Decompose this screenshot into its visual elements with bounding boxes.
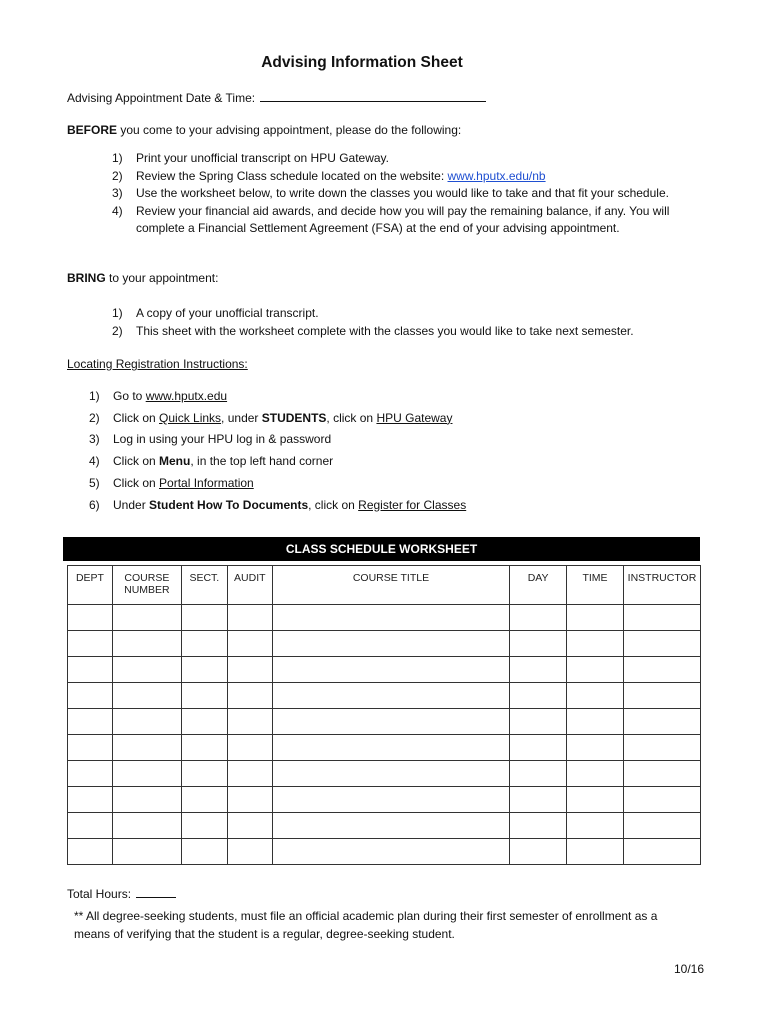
total-hours-blank[interactable] bbox=[136, 886, 176, 898]
appointment-line bbox=[67, 90, 486, 107]
worksheet-cell[interactable] bbox=[623, 813, 700, 839]
worksheet-cell[interactable] bbox=[510, 813, 567, 839]
students-label: STUDENTS bbox=[261, 410, 327, 425]
worksheet-cell[interactable] bbox=[272, 735, 509, 761]
list-item bbox=[89, 495, 689, 517]
col-time: TIME bbox=[567, 566, 624, 605]
col-day: DAY bbox=[510, 566, 567, 605]
worksheet-cell[interactable] bbox=[567, 787, 624, 813]
table-row bbox=[68, 605, 701, 631]
item-number: 6) bbox=[89, 497, 100, 512]
worksheet-cell[interactable] bbox=[227, 709, 272, 735]
col-sect: SECT. bbox=[181, 566, 227, 605]
item-text: , in the top left hand corner bbox=[190, 454, 334, 469]
table-row bbox=[68, 813, 701, 839]
page-code: 10/16 bbox=[673, 962, 704, 976]
item-text: Under bbox=[113, 497, 150, 512]
item-number: 5) bbox=[89, 475, 100, 490]
worksheet-cell[interactable] bbox=[68, 761, 113, 787]
list-item bbox=[89, 386, 689, 408]
worksheet-cell[interactable] bbox=[112, 631, 181, 657]
worksheet-cell[interactable] bbox=[112, 735, 181, 761]
menu-label: Menu bbox=[159, 454, 191, 469]
worksheet-cell[interactable] bbox=[623, 839, 700, 865]
worksheet-cell[interactable] bbox=[272, 761, 509, 787]
register-classes-link[interactable]: Register for Classes bbox=[358, 497, 467, 512]
worksheet-cell[interactable] bbox=[510, 605, 567, 631]
item-number: 2) bbox=[112, 323, 123, 338]
col-course-title: COURSE TITLE bbox=[272, 566, 509, 605]
quick-links-link[interactable]: Quick Links bbox=[159, 410, 222, 425]
item-text: Review the Spring Class schedule located on the website: bbox=[136, 168, 448, 183]
item-text: Use the worksheet below, to write down the classes you would like to take and that fit your schedule. bbox=[136, 186, 669, 200]
worksheet-cell[interactable] bbox=[227, 605, 272, 631]
worksheet-cell[interactable] bbox=[567, 683, 624, 709]
worksheet-cell[interactable] bbox=[112, 813, 181, 839]
item-number: 1) bbox=[89, 389, 100, 403]
worksheet-cell[interactable] bbox=[181, 735, 227, 761]
worksheet-cell[interactable] bbox=[68, 813, 113, 839]
worksheet-cell[interactable] bbox=[567, 631, 624, 657]
worksheet-cell[interactable] bbox=[227, 631, 272, 657]
worksheet-cell[interactable] bbox=[181, 709, 227, 735]
before-lead: BEFORE bbox=[67, 123, 118, 137]
worksheet-cell[interactable] bbox=[112, 709, 181, 735]
table-row bbox=[68, 683, 701, 709]
worksheet-header-row bbox=[68, 566, 701, 605]
item-text: Click on bbox=[113, 410, 160, 425]
table-row bbox=[68, 761, 701, 787]
worksheet-cell[interactable] bbox=[272, 605, 509, 631]
item-text: , under bbox=[221, 410, 262, 425]
item-text: This sheet with the worksheet complete with the classes you would like to take next semester. bbox=[136, 323, 634, 338]
worksheet-cell[interactable] bbox=[623, 761, 700, 787]
worksheet-cell[interactable] bbox=[272, 683, 509, 709]
list-item bbox=[112, 305, 692, 323]
worksheet-cell[interactable] bbox=[510, 787, 567, 813]
portal-information-link[interactable]: Portal Information bbox=[159, 475, 254, 490]
worksheet-cell[interactable] bbox=[623, 787, 700, 813]
how-to-docs-label: Student How To Documents bbox=[149, 497, 309, 512]
list-item bbox=[112, 203, 692, 238]
list-item bbox=[89, 473, 689, 495]
list-item bbox=[89, 408, 689, 430]
worksheet-cell[interactable] bbox=[510, 709, 567, 735]
worksheet-cell[interactable] bbox=[510, 761, 567, 787]
bring-lead: BRING bbox=[67, 271, 106, 285]
total-hours-line bbox=[67, 886, 176, 903]
worksheet-cell[interactable] bbox=[510, 683, 567, 709]
col-course-number: COURSE NUMBER bbox=[112, 566, 181, 605]
worksheet-title: CLASS SCHEDULE WORKSHEET bbox=[63, 537, 700, 561]
worksheet-cell[interactable] bbox=[623, 631, 700, 657]
worksheet-cell[interactable] bbox=[567, 839, 624, 865]
worksheet-cell[interactable] bbox=[623, 657, 700, 683]
worksheet-cell[interactable] bbox=[227, 813, 272, 839]
item-text: A copy of your unofficial transcript. bbox=[136, 306, 319, 320]
hputx-link[interactable]: www.hputx.edu bbox=[145, 389, 228, 403]
worksheet-cell[interactable] bbox=[181, 683, 227, 709]
page-title: Advising Information Sheet bbox=[261, 54, 463, 71]
worksheet-cell[interactable] bbox=[227, 761, 272, 787]
worksheet-cell[interactable] bbox=[181, 605, 227, 631]
item-text: Go to bbox=[113, 389, 146, 403]
worksheet-cell[interactable] bbox=[181, 787, 227, 813]
worksheet-cell[interactable] bbox=[272, 787, 509, 813]
table-row bbox=[68, 839, 701, 865]
table-row bbox=[68, 787, 701, 813]
list-item bbox=[112, 168, 692, 186]
table-row bbox=[68, 735, 701, 761]
worksheet-cell[interactable] bbox=[112, 787, 181, 813]
bring-list bbox=[112, 305, 692, 340]
item-number: 2) bbox=[112, 168, 123, 183]
locating-steps bbox=[89, 386, 689, 516]
worksheet-cell[interactable] bbox=[68, 605, 113, 631]
worksheet-cell[interactable] bbox=[567, 709, 624, 735]
table-row bbox=[68, 657, 701, 683]
item-text: , click on bbox=[308, 497, 359, 512]
worksheet-cell[interactable] bbox=[227, 657, 272, 683]
worksheet-cell[interactable] bbox=[112, 657, 181, 683]
worksheet-cell[interactable] bbox=[272, 631, 509, 657]
item-number: 3) bbox=[89, 432, 100, 447]
col-audit: AUDIT bbox=[227, 566, 272, 605]
worksheet-cell[interactable] bbox=[623, 605, 700, 631]
worksheet-cell[interactable] bbox=[272, 839, 509, 865]
worksheet-cell[interactable] bbox=[272, 657, 509, 683]
worksheet-table bbox=[67, 565, 701, 865]
col-instructor: INSTRUCTOR bbox=[623, 566, 700, 605]
worksheet-cell[interactable] bbox=[112, 839, 181, 865]
item-number: 2) bbox=[89, 410, 100, 425]
locating-heading: Locating Registration Instructions: bbox=[67, 357, 248, 371]
before-heading bbox=[67, 122, 461, 139]
worksheet-cell[interactable] bbox=[68, 631, 113, 657]
worksheet-cell[interactable] bbox=[510, 657, 567, 683]
list-item bbox=[112, 150, 692, 168]
item-text: Click on bbox=[113, 475, 160, 490]
worksheet-cell[interactable] bbox=[181, 813, 227, 839]
worksheet-cell[interactable] bbox=[272, 709, 509, 735]
worksheet-cell[interactable] bbox=[567, 657, 624, 683]
worksheet-cell[interactable] bbox=[623, 709, 700, 735]
worksheet-cell[interactable] bbox=[68, 657, 113, 683]
worksheet-cell[interactable] bbox=[510, 631, 567, 657]
worksheet-cell[interactable] bbox=[181, 761, 227, 787]
worksheet-cell[interactable] bbox=[68, 683, 113, 709]
worksheet-cell[interactable] bbox=[227, 839, 272, 865]
item-text: Print your unofficial transcript on HPU Gateway. bbox=[136, 151, 389, 165]
worksheet-cell[interactable] bbox=[227, 683, 272, 709]
worksheet-cell[interactable] bbox=[567, 735, 624, 761]
item-text: Click on bbox=[113, 454, 160, 469]
worksheet-cell[interactable] bbox=[623, 683, 700, 709]
worksheet-cell[interactable] bbox=[112, 761, 181, 787]
worksheet-cell[interactable] bbox=[567, 605, 624, 631]
worksheet-cell[interactable] bbox=[623, 735, 700, 761]
item-text: Log in using your HPU log in & password bbox=[113, 432, 332, 447]
item-text: Review your financial aid awards, and decide how you will pay the remaining balance, if any. You will complete a Financial Settlement Agreement (FSA) at the end of your advising appointment. bbox=[136, 203, 670, 235]
worksheet-cell[interactable] bbox=[68, 787, 113, 813]
worksheet-cell[interactable] bbox=[68, 839, 113, 865]
worksheet-cell[interactable] bbox=[112, 683, 181, 709]
item-number: 3) bbox=[112, 186, 123, 200]
item-number: 1) bbox=[112, 151, 123, 165]
bring-heading bbox=[67, 270, 218, 287]
list-item bbox=[89, 451, 689, 473]
academic-plan-note: ** All degree-seeking students, must file an official academic plan during their first semester of enrollment as a means of verifying that the student is a regular, degree-seeking student. bbox=[74, 909, 658, 941]
worksheet-cell[interactable] bbox=[181, 657, 227, 683]
worksheet-cell[interactable] bbox=[68, 735, 113, 761]
appointment-label: Advising Appointment Date & Time: bbox=[67, 91, 256, 105]
worksheet-cell[interactable] bbox=[272, 813, 509, 839]
worksheet-body bbox=[68, 605, 701, 865]
worksheet-cell[interactable] bbox=[567, 761, 624, 787]
table-row bbox=[68, 709, 701, 735]
col-dept: DEPT bbox=[68, 566, 113, 605]
total-hours-label: Total Hours: bbox=[67, 887, 132, 901]
list-item bbox=[112, 185, 692, 203]
worksheet-cell[interactable] bbox=[567, 813, 624, 839]
worksheet-cell[interactable] bbox=[181, 631, 227, 657]
item-number: 1) bbox=[112, 306, 123, 320]
before-rest: you come to your advising appointment, please do the following: bbox=[117, 123, 462, 137]
worksheet-cell[interactable] bbox=[68, 709, 113, 735]
worksheet-cell[interactable] bbox=[112, 605, 181, 631]
worksheet-cell[interactable] bbox=[227, 735, 272, 761]
list-item bbox=[89, 429, 689, 451]
table-row bbox=[68, 631, 701, 657]
bring-rest: to your appointment: bbox=[105, 271, 219, 285]
worksheet-cell[interactable] bbox=[510, 839, 567, 865]
worksheet-cell[interactable] bbox=[181, 839, 227, 865]
hpu-gateway-link[interactable]: HPU Gateway bbox=[376, 410, 453, 425]
worksheet-cell[interactable] bbox=[227, 787, 272, 813]
appointment-blank[interactable] bbox=[260, 90, 486, 102]
before-list bbox=[112, 150, 692, 238]
item-text: , click on bbox=[326, 410, 377, 425]
schedule-link[interactable]: www.hputx.edu/nb bbox=[447, 168, 546, 183]
worksheet-cell[interactable] bbox=[510, 735, 567, 761]
item-number: 4) bbox=[89, 454, 100, 469]
list-item bbox=[112, 323, 692, 341]
item-number: 4) bbox=[112, 203, 123, 218]
